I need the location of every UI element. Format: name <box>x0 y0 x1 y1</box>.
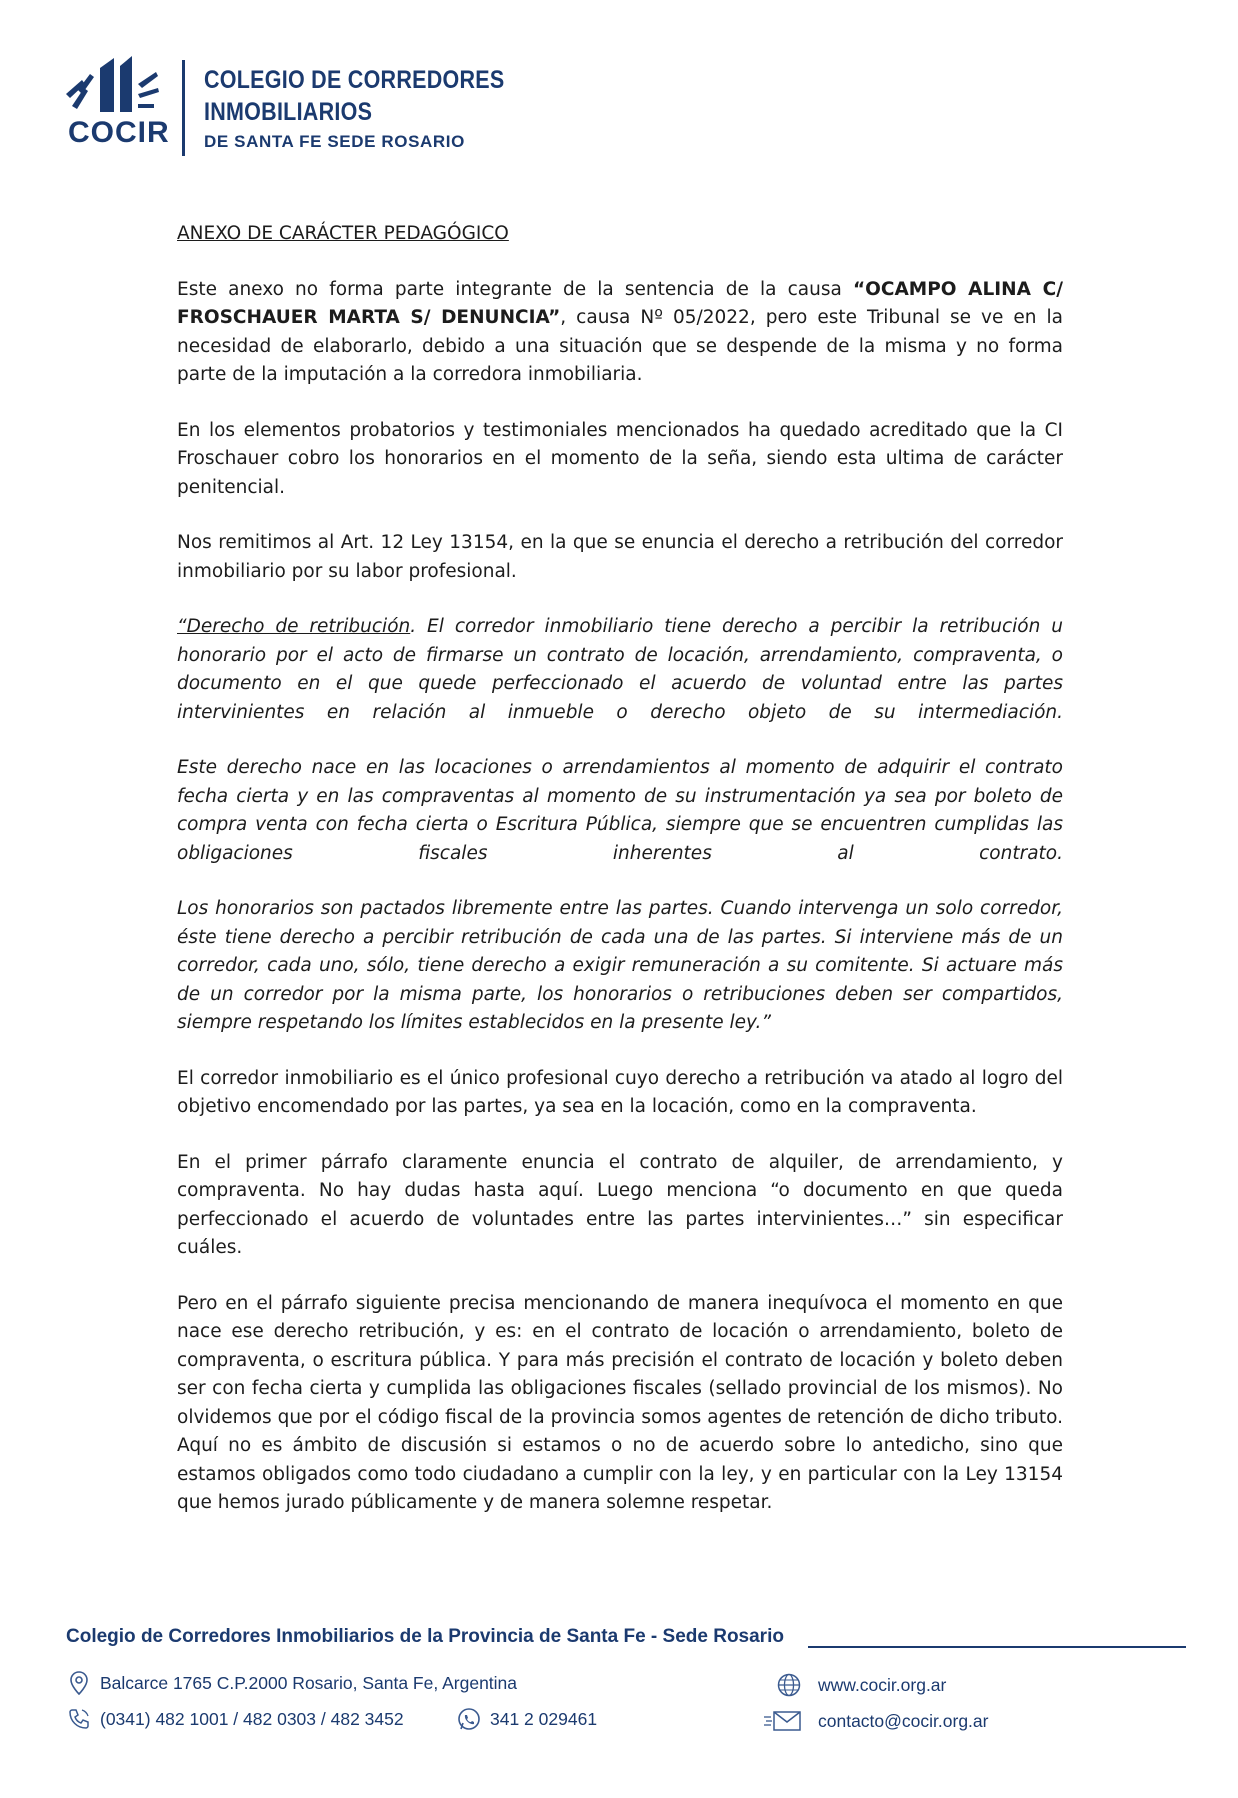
paragraph-law-reference: Nos remitimos al Art. 12 Ley 13154, en la que se enuncia el derecho a retribución del corredor inmobiliario por su labor profesional. <box>177 532 1063 582</box>
globe-icon <box>776 1672 802 1698</box>
quote-paragraph-3: Los honorarios son pactados libremente entre las partes. Cuando intervenga un solo corredor, éste tiene derecho a percibir retribución de cada una de las partes. Si interviene más de un corredor, cada uno, sólo, tiene derecho a exigir remuneración a su comitente. Si actuare más de un corredor por la misma parte, los honorarios o retribuciones deben ser compartidos, siempre respetando los límites establecidos en la presente ley.” <box>177 898 1063 1033</box>
paragraph-intro <box>177 276 1063 390</box>
footer-title: Colegio de Corredores Inmobiliarios de la Provincia de Santa Fe - Sede Rosario <box>66 1626 784 1647</box>
header-logo <box>64 54 504 164</box>
logo-divider <box>182 60 185 156</box>
paragraph-evidence: En los elementos probatorios y testimoniales mencionados ha quedado acreditado que la CI Froschauer cobro los honorarios en el momento de la seña, siendo esta ultima de carácter penitencial. <box>177 419 1063 498</box>
intro-text-start: Este anexo no forma parte integrante de la sentencia de la causa <box>177 278 853 300</box>
phone-numbers[interactable]: (0341) 482 1001 / 482 0303 / 482 3452 <box>100 1708 404 1729</box>
cocir-logo-icon <box>64 54 168 154</box>
organization-name <box>204 64 553 156</box>
whatsapp-number[interactable]: 341 2 029461 <box>490 1708 598 1729</box>
page-footer <box>66 1626 1186 1746</box>
footer-email <box>762 1708 988 1734</box>
mail-icon <box>762 1708 802 1734</box>
quote-paragraph-1 <box>177 613 1063 727</box>
quote-heading: “Derecho de retribución <box>177 616 411 637</box>
footer-website <box>776 1672 946 1698</box>
org-name-line3: DE SANTA FE SEDE ROSARIO <box>204 132 465 151</box>
website-link[interactable]: www.cocir.org.ar <box>818 1674 947 1695</box>
footer-whatsapp <box>456 1706 597 1732</box>
email-link[interactable]: contacto@cocir.org.ar <box>818 1710 989 1731</box>
document-body <box>177 220 1063 1545</box>
org-name-line1: COLEGIO DE CORREDORES <box>204 66 505 94</box>
footer-divider <box>808 1646 1186 1648</box>
address-text: Balcarce 1765 C.P.2000 Rosario, Santa Fe, Argentina <box>100 1672 518 1693</box>
footer-phones <box>66 1706 404 1732</box>
paragraph-analysis-2: En el primer párrafo claramente enuncia el contrato de alquiler, de arrendamiento, y compraventa. No hay dudas hasta aquí. Luego menciona “o documento en que queda perfeccionado el acuerdo de voluntades entre las partes intervinientes…” sin especificar cuáles. <box>177 1151 1063 1258</box>
location-icon <box>66 1670 92 1696</box>
footer-address <box>66 1670 517 1696</box>
document-title: ANEXO DE CARÁCTER PEDAGÓGICO <box>177 223 509 244</box>
phone-icon <box>66 1706 92 1732</box>
paragraph-analysis-1: El corredor inmobiliario es el único profesional cuyo derecho a retribución va atado al logro del objetivo encomendado por las partes, ya sea en la locación, como en la compraventa. <box>177 1067 1063 1117</box>
paragraph-analysis-3: Pero en el párrafo siguiente precisa mencionando de manera inequívoca el momento en que nace ese derecho retribución, y es: en el contrato de locación o arrendamiento, boleto de compraventa, o escritura pública. Y para más precisión el contrato de locación y boleto deben ser con fecha cierta y cumplida las obligaciones fiscales (sellado provincial de los mismos). No olvidemos que por el código fiscal de la provincia somos agentes de retención de dicho tributo. Aquí no es ámbito de discusión si estamos o no de acuerdo sobre lo antedicho, sino que estamos obligados como todo ciudadano a cumplir con la ley, y en particular con la Ley 13154 que hemos jurado públicamente y de manera solemne respetar. <box>177 1292 1063 1513</box>
quote-paragraph-2: Este derecho nace en las locaciones o arrendamientos al momento de adquirir el contrato fecha cierta y en las compraventas al momento de su instrumentación ya sea por boleto de compra venta con fecha cierta o Escritura Pública, siempre que se encuentren cumplidas las obligaciones fiscales inherentes al contrato. <box>177 757 1063 864</box>
whatsapp-icon <box>456 1706 482 1732</box>
case-name: “OCAMPO ALINA C/ FROSCHAUER MARTA S/ DENUNCIA” <box>177 278 1063 328</box>
org-name-line2: INMOBILIARIOS <box>204 98 373 126</box>
intro-text-end: , causa Nº 05/2022, pero este Tribunal se ve en la necesidad de elaborarlo, debido a una situación que se despende de la misma y no forma parte de la imputación a la corredora inmobiliaria. <box>177 307 1063 385</box>
quote-text-1: . El corredor inmobiliario tiene derecho a percibir la retribución u honorario por el acto de firmarse un contrato de locación, arrendamiento, compraventa, o documento en el que quede perfeccionado el acuerdo de voluntad entre las partes intervinientes en relación al inmueble o derecho objeto de su intermediación. <box>177 616 1063 723</box>
logo-abbreviation: COCIR <box>68 116 170 149</box>
